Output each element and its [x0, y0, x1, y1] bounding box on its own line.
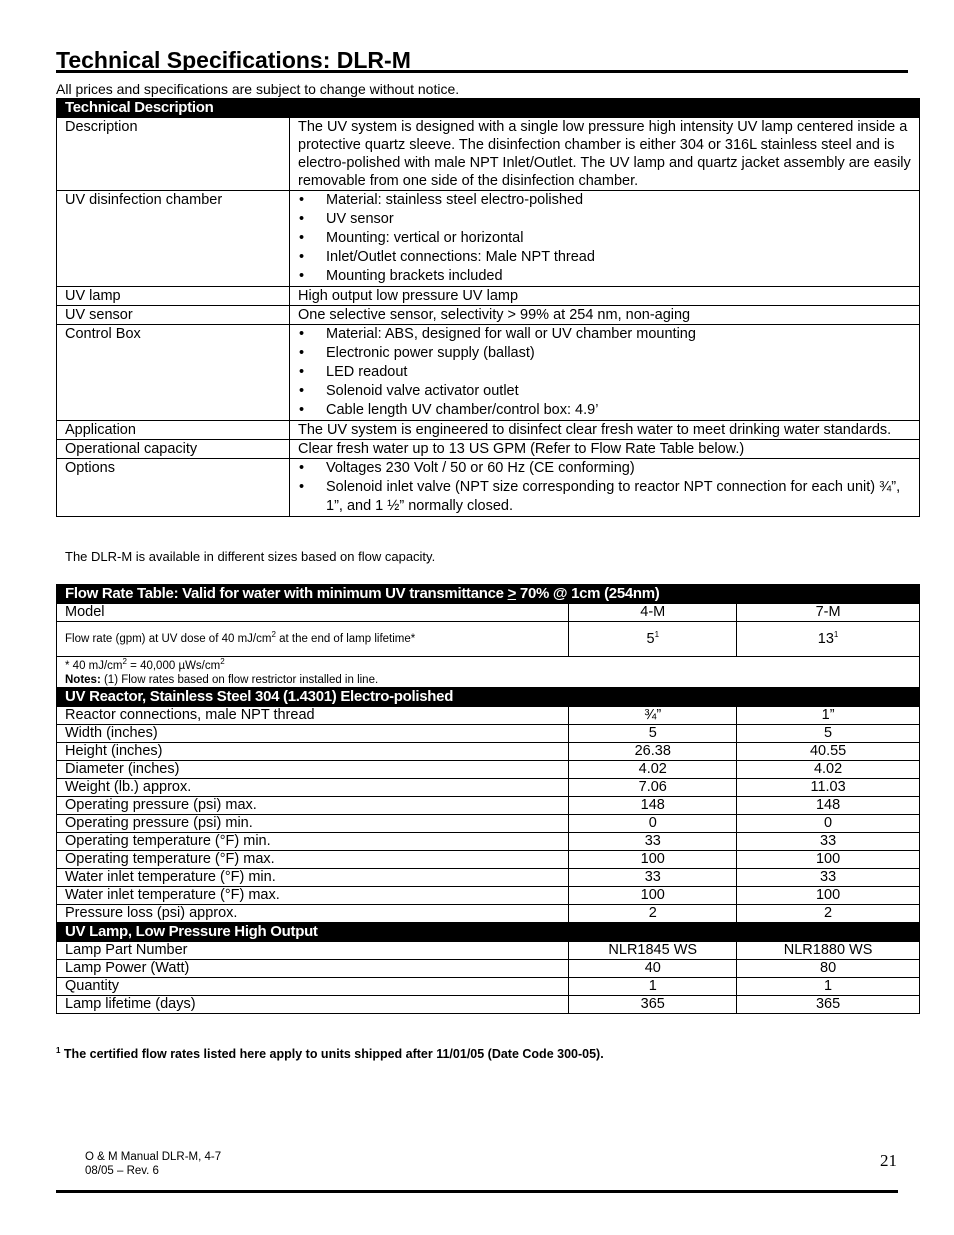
bullet-list	[298, 191, 911, 286]
row-label: UV disinfection chamber	[57, 191, 290, 287]
row-value: 365	[737, 996, 920, 1014]
row-label: Operating pressure (psi) min.	[57, 815, 569, 833]
table-row	[57, 761, 920, 779]
row-value: 148	[737, 797, 920, 815]
page-number: 21	[880, 1151, 897, 1170]
row-label: Water inlet temperature (°F) min.	[57, 869, 569, 887]
row-value: 0	[737, 815, 920, 833]
row-value: 40	[569, 960, 737, 978]
row-label: Reactor connections, male NPT thread	[57, 707, 569, 725]
list-item: • Cable length UV chamber/control box: 4.9’	[326, 401, 911, 420]
footnote-text: The certified flow rates listed here apply to units shipped after 11/01/05 (Date Code 300-05).	[60, 1047, 604, 1061]
flow-header-text: Flow Rate Table: Valid for water with minimum UV transmittance	[65, 585, 508, 602]
technical-description-table	[56, 98, 920, 517]
row-value: 1	[737, 978, 920, 996]
bullet-list	[298, 325, 911, 420]
row-value: 26.38	[569, 743, 737, 761]
list-item: • Material: stainless steel electro-polished	[326, 191, 911, 210]
row-label: Options	[57, 459, 290, 517]
lamp-header: UV Lamp, Low Pressure High Output	[57, 923, 920, 942]
flow-header-ge: >	[507, 585, 517, 602]
table-row	[57, 887, 920, 905]
row-label: UV lamp	[57, 287, 290, 306]
table-row	[57, 421, 920, 440]
row-value: 1	[569, 978, 737, 996]
model-7m: 7-M	[737, 604, 920, 622]
table-row	[57, 725, 920, 743]
star-note-sup: 2	[122, 657, 127, 667]
table-row	[57, 815, 920, 833]
page-title	[56, 47, 908, 73]
list-item: • Material: ABS, designed for wall or UV chamber mounting	[326, 325, 911, 344]
row-label: Water inlet temperature (°F) max.	[57, 887, 569, 905]
row-value: 4.02	[737, 761, 920, 779]
technical-description-header: Technical Description	[57, 99, 920, 118]
model-row	[57, 604, 920, 622]
flow-value-7m	[737, 622, 920, 657]
list-item: • Mounting: vertical or horizontal	[326, 229, 911, 248]
flow-rate-header	[57, 585, 920, 604]
row-text: High output low pressure UV lamp	[290, 287, 920, 306]
row-text: One selective sensor, selectivity > 99% at 254 nm, non-aging	[290, 306, 920, 325]
row-value: 40.55	[737, 743, 920, 761]
row-label: Lamp Power (Watt)	[57, 960, 569, 978]
list-item: • Inlet/Outlet connections: Male NPT thread	[326, 248, 911, 267]
row-label: Lamp Part Number	[57, 942, 569, 960]
row-label: Quantity	[57, 978, 569, 996]
row-value: NLR1880 WS	[737, 942, 920, 960]
availability-note: The DLR-M is available in different sizes based on flow capacity.	[65, 549, 436, 564]
footer-manual-info	[85, 1150, 221, 1178]
row-value: 4.02	[569, 761, 737, 779]
notes-label: Notes:	[65, 674, 101, 686]
row-label: Width (inches)	[57, 725, 569, 743]
row-value: 0	[569, 815, 737, 833]
footer-line-2: 08/05 – Rev. 6	[85, 1165, 159, 1177]
table-row	[57, 996, 920, 1014]
row-label: Height (inches)	[57, 743, 569, 761]
notes-line	[65, 673, 911, 687]
row-label: Operating temperature (°F) min.	[57, 833, 569, 851]
row-value: 148	[569, 797, 737, 815]
row-value: 33	[737, 833, 920, 851]
star-note	[65, 659, 911, 673]
bullet-list	[298, 459, 911, 516]
list-item: • Mounting brackets included	[326, 267, 911, 286]
row-label: Description	[57, 118, 290, 191]
row-label: Weight (lb.) approx.	[57, 779, 569, 797]
notes-text: (1) Flow rates based on flow restrictor installed in line.	[100, 674, 379, 686]
list-item: • Voltages 230 Volt / 50 or 60 Hz (CE conforming)	[326, 459, 911, 478]
table-row	[57, 779, 920, 797]
row-value: 7.06	[569, 779, 737, 797]
table-row	[57, 118, 920, 191]
row-text: The UV system is designed with a single low pressure high intensity UV lamp centered inside a protective quartz sleeve. The disinfection chamber is either 304 or 316L stainless steel and is electro-polished with male NPT Inlet/Outlet. The UV lamp and quartz jacket assembly are easily removable from one side of the disinfection chamber.	[290, 118, 920, 191]
footer-line-1: O & M Manual DLR-M, 4-7	[85, 1151, 222, 1163]
row-label: Control Box	[57, 325, 290, 421]
notes-cell	[57, 657, 920, 688]
row-value: 100	[737, 887, 920, 905]
row-label: Operating temperature (°F) max.	[57, 851, 569, 869]
table-row	[57, 978, 920, 996]
row-label: UV sensor	[57, 306, 290, 325]
row-value: 33	[569, 869, 737, 887]
model-4m: 4-M	[569, 604, 737, 622]
table-row	[57, 960, 920, 978]
row-value: 100	[569, 851, 737, 869]
table-row	[57, 851, 920, 869]
price-notice: All prices and specifications are subject to change without notice.	[56, 81, 460, 97]
flow-rate-row	[57, 622, 920, 657]
list-item: • Solenoid valve activator outlet	[326, 382, 911, 401]
row-value: 1”	[737, 707, 920, 725]
footer-rule	[56, 1190, 898, 1193]
reactor-rows	[57, 707, 920, 923]
row-label: Diameter (inches)	[57, 761, 569, 779]
row-label: Operational capacity	[57, 440, 290, 459]
table-row	[57, 707, 920, 725]
notes-row	[57, 657, 920, 688]
row-value: 365	[569, 996, 737, 1014]
row-label: Application	[57, 421, 290, 440]
table-row	[57, 905, 920, 923]
list-item: • Electronic power supply (ballast)	[326, 344, 911, 363]
table-row	[57, 869, 920, 887]
row-label: Lamp lifetime (days)	[57, 996, 569, 1014]
row-text: The UV system is engineered to disinfect clear fresh water to meet drinking water standards.	[290, 421, 920, 440]
flow-rate-table	[56, 584, 920, 1014]
table-row	[57, 459, 920, 517]
flow-rate-label	[57, 622, 569, 657]
table-row	[57, 942, 920, 960]
row-value: 5	[569, 725, 737, 743]
footnote-sup: 1	[56, 1045, 61, 1055]
row-value: 100	[569, 887, 737, 905]
table-row	[57, 797, 920, 815]
star-note-sup: 2	[220, 657, 225, 667]
star-note-text-mid: = 40,000 µWs/cm	[126, 660, 221, 672]
flow-value-4m	[569, 622, 737, 657]
list-item: • Solenoid inlet valve (NPT size corresponding to reactor NPT connection for each unit) ¾”, 1”, and 1 ½” normally closed.	[326, 478, 911, 516]
table-row	[57, 306, 920, 325]
lamp-rows	[57, 942, 920, 1014]
table-row	[57, 743, 920, 761]
star-note-text: * 40 mJ/cm	[65, 660, 123, 672]
row-value: 33	[737, 869, 920, 887]
reactor-header: UV Reactor, Stainless Steel 304 (1.4301) Electro-polished	[57, 688, 920, 707]
flow-value-sup: 1	[833, 630, 839, 640]
flow-label-text: Flow rate (gpm) at UV dose of 40 mJ/cm	[65, 633, 272, 645]
row-text: Clear fresh water up to 13 US GPM (Refer to Flow Rate Table below.)	[290, 440, 920, 459]
table-row	[57, 440, 920, 459]
flow-value-sup: 1	[654, 630, 660, 640]
row-value: ¾”	[569, 707, 737, 725]
row-label: Pressure loss (psi) approx.	[57, 905, 569, 923]
row-value: 100	[737, 851, 920, 869]
flow-value: 5	[646, 631, 655, 647]
list-item: • UV sensor	[326, 210, 911, 229]
table-row	[57, 833, 920, 851]
table-row	[57, 191, 920, 287]
page-title-text: Technical Specifications: DLR-M	[56, 47, 411, 73]
row-value: 80	[737, 960, 920, 978]
table-row	[57, 287, 920, 306]
flow-header-text-end: 70% @ 1cm (254nm)	[516, 585, 660, 602]
row-label: Operating pressure (psi) max.	[57, 797, 569, 815]
flow-value: 13	[817, 631, 834, 647]
row-value: 5	[737, 725, 920, 743]
flow-label-sup: 2	[271, 630, 276, 640]
certified-footnote	[56, 1047, 604, 1061]
row-value: 33	[569, 833, 737, 851]
row-value: NLR1845 WS	[569, 942, 737, 960]
row-value: 2	[569, 905, 737, 923]
row-value: 2	[737, 905, 920, 923]
list-item: • LED readout	[326, 363, 911, 382]
row-value: 11.03	[737, 779, 920, 797]
flow-label-text-end: at the end of lamp lifetime*	[275, 633, 416, 645]
table-row	[57, 325, 920, 421]
model-label: Model	[57, 604, 569, 622]
